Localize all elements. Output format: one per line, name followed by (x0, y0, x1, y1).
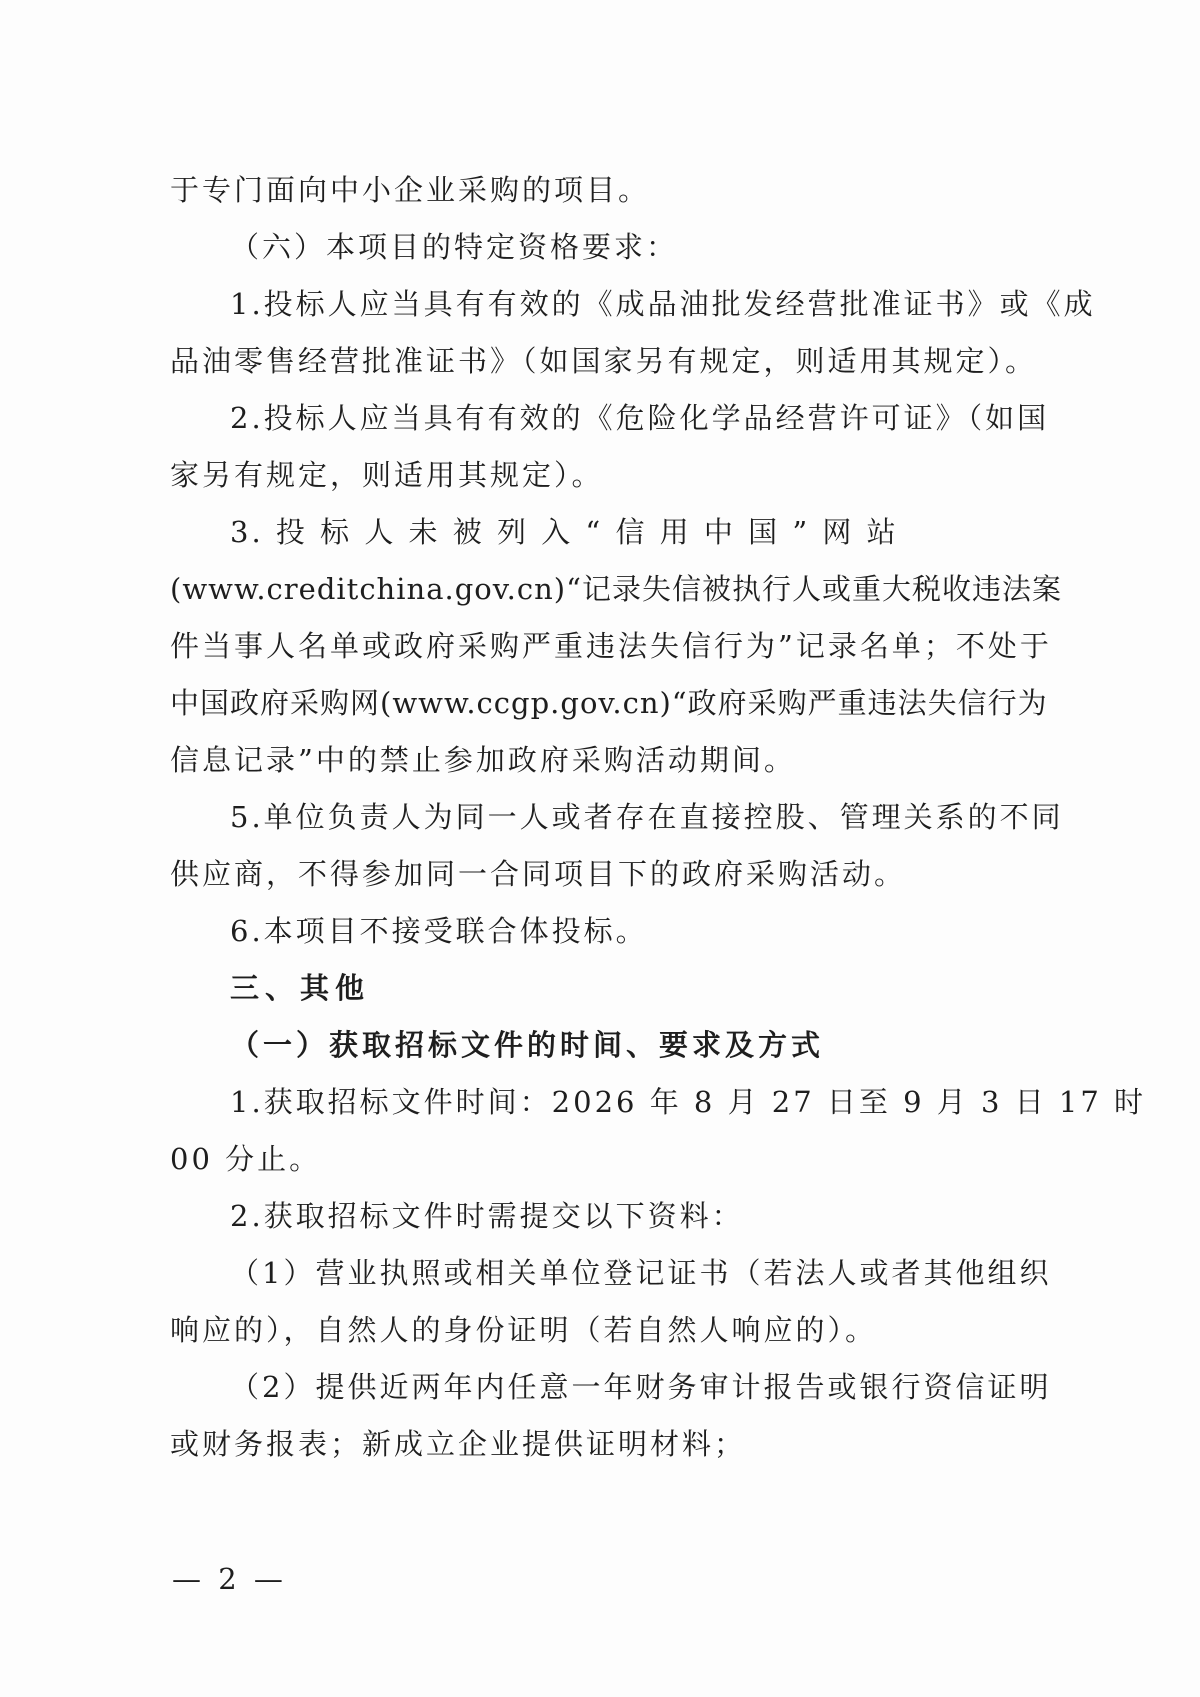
text-line: 2.投标人应当具有有效的《危险化学品经营许可证》（如国 (230, 401, 1050, 435)
text-line: 1.投标人应当具有有效的《成品油批发经营批准证书》或《成 (230, 287, 1096, 321)
text-line: 6.本项目不接受联合体投标。 (230, 914, 648, 948)
page-number: — 2 — (172, 1562, 287, 1596)
text-line: 信息记录”中的禁止参加政府采购活动期间。 (170, 743, 796, 777)
text-line: 供应商，不得参加同一合同项目下的政府采购活动。 (170, 857, 907, 891)
text-line: 3. 投 标 人 未 被 列 入 “ 信 用 中 国 ” 网 站 (230, 515, 899, 549)
text-line: （1）营业执照或相关单位登记证书（若法人或者其他组织 (230, 1256, 1052, 1290)
text-line: 品油零售经营批准证书》（如国家另有规定，则适用其规定）。 (170, 344, 1038, 378)
text-line: 00 分止。 (170, 1142, 322, 1176)
text-line: 家另有规定，则适用其规定）。 (170, 458, 604, 492)
text-line: 2.获取招标文件时需提交以下资料： (230, 1199, 744, 1233)
text-line: 5.单位负责人为同一人或者存在直接控股、管理关系的不同 (230, 800, 1064, 834)
subsection-heading: （一）获取招标文件的时间、要求及方式 (230, 1028, 825, 1062)
text-line: (www.creditchina.gov.cn)“记录失信被执行人或重大税收违法案 (170, 572, 1062, 606)
text-line: 或财务报表；新成立企业提供证明材料； (170, 1427, 747, 1461)
document-body (170, 162, 1147, 1473)
section-title-qualification: （六）本项目的特定资格要求： (230, 230, 679, 264)
text-line: 件当事人名单或政府采购严重违法失信行为”记录名单；不处于 (170, 629, 1052, 663)
text-line: 中国政府采购网(www.ccgp.gov.cn)“政府采购严重违法失信行为 (170, 686, 1048, 720)
text-line: （2）提供近两年内任意一年财务审计报告或银行资信证明 (230, 1370, 1052, 1404)
text-line: 1.获取招标文件时间：2026 年 8 月 27 日至 9 月 3 日 17 时 (230, 1085, 1147, 1119)
text-line: 响应的），自然人的身份证明（若自然人响应的）。 (170, 1313, 878, 1347)
text-line: 于专门面向中小企业采购的项目。 (170, 173, 651, 207)
section-heading-other: 三、其他 (230, 971, 371, 1005)
